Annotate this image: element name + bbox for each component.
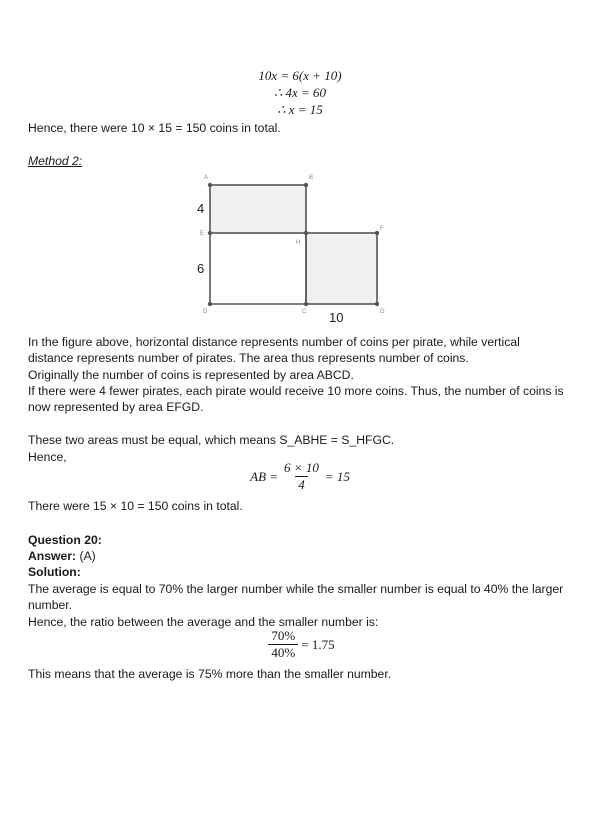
label-a: A <box>204 175 209 181</box>
ratio-fraction <box>268 628 298 661</box>
rect-hfgc <box>306 233 377 304</box>
paragraph-areas-equal: These two areas must be equal, which means S_ABHE = S_HFGC. <box>28 433 395 447</box>
dimension-6: 6 <box>197 261 205 276</box>
equation-line-1: 10x = 6(x + 10) <box>258 68 342 83</box>
ratio-equation-rhs: = 1.75 <box>301 636 335 652</box>
ab-fraction-denominator: 4 <box>295 476 308 493</box>
label-g: G <box>380 309 385 315</box>
paragraph-original-area-text: Originally the number of coins is represented by area ABCD. <box>28 368 354 382</box>
label-h: H <box>296 240 301 246</box>
label-c: C <box>302 309 307 315</box>
vertex-a <box>208 183 212 187</box>
vertex-g <box>375 302 379 306</box>
vertex-h <box>304 231 308 235</box>
ab-equation-lhs: AB = <box>250 468 279 484</box>
paragraph-distance-meaning: In the figure above, horizontal distance represents number of coins per pirate, while vertical distance represents number of pirates. The area thus represents number of coins. <box>28 335 520 365</box>
equation-line-3: ∴ x = 15 <box>277 102 323 117</box>
vertex-c <box>304 302 308 306</box>
hence-label: Hence, <box>28 450 67 464</box>
solution-label: Solution: <box>28 565 81 579</box>
ratio-equation <box>0 628 600 661</box>
ab-fraction-numerator: 6 × 10 <box>284 460 319 475</box>
vertex-d <box>208 302 212 306</box>
label-d: D <box>203 309 208 315</box>
solution-text: The average is equal to 70% the larger number while the smaller number is equal to 40% the larger number. <box>28 582 564 612</box>
answer-value: (A) <box>79 549 96 563</box>
question-20-label: Question 20: <box>28 533 102 547</box>
ab-equation <box>0 460 600 493</box>
ratio-fraction-numerator: 70% <box>271 628 296 643</box>
vertex-b <box>304 183 308 187</box>
ab-fraction <box>281 460 322 493</box>
method-2-heading: Method 2: <box>28 154 83 168</box>
equation-line-2: ∴ 4x = 60 <box>273 85 327 100</box>
ratio-intro: Hence, the ratio between the average and the smaller number is: <box>28 615 379 629</box>
ratio-fraction-denominator: 40% <box>268 644 298 661</box>
area-diagram <box>195 168 395 328</box>
dimension-10: 10 <box>329 310 344 325</box>
paragraph-original-area <box>28 367 573 383</box>
paragraph-fewer-pirates: If there were 4 fewer pirates, each pirate would receive 10 more coins. Thus, the number of coins is now represented by area EFGD. <box>28 384 564 414</box>
total-coins-line: There were 15 × 10 = 150 coins in total. <box>28 499 243 513</box>
vertex-f <box>375 231 379 235</box>
label-e: E <box>200 231 205 237</box>
answer-label: Answer: <box>28 549 77 563</box>
answer-line <box>28 548 573 564</box>
vertex-e <box>208 231 212 235</box>
hence-total-line: Hence, there were 10 × 15 = 150 coins in total. <box>28 121 281 135</box>
dimension-4: 4 <box>197 201 205 216</box>
label-f: F <box>380 226 384 232</box>
label-b: B <box>309 175 314 181</box>
ab-equation-rhs: = 15 <box>324 468 350 484</box>
conclusion-line: This means that the average is 75% more than the smaller number. <box>28 667 392 681</box>
rect-abhe <box>210 185 306 233</box>
